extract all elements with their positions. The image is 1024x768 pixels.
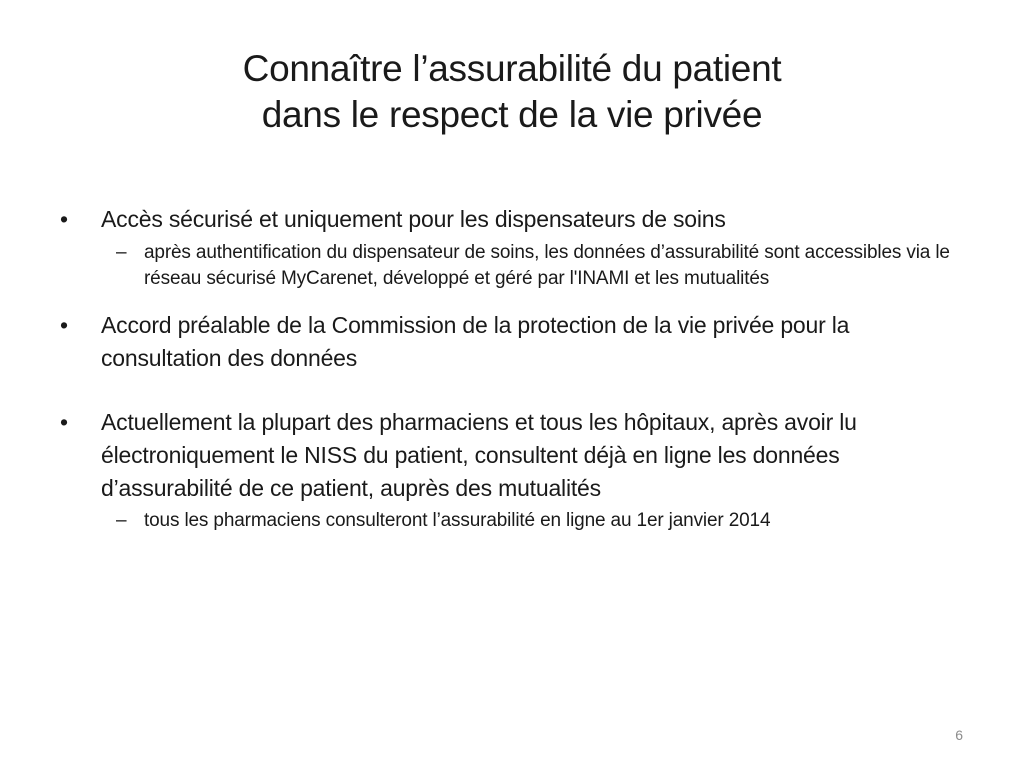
sub-bullet-marker: – <box>116 510 127 531</box>
bullet-item <box>60 203 970 236</box>
bullet-text: Accès sécurisé et uniquement pour les dispensateurs de soins <box>101 206 726 232</box>
sub-bullet-item <box>60 508 970 534</box>
bullet-item <box>60 309 970 375</box>
bullet-item <box>60 406 970 505</box>
slide-body <box>60 203 970 534</box>
bullet-marker: • <box>60 206 68 232</box>
sub-bullet-text: tous les pharmaciens consulteront l’assurabilité en ligne au 1er janvier 2014 <box>144 510 771 531</box>
slide-title-line-2: dans le respect de la vie privée <box>261 94 763 135</box>
bullet-text: Accord préalable de la Commission de la protection de la vie privée pour la consultation des données <box>101 312 850 371</box>
bullet-marker: • <box>60 409 68 435</box>
slide-title <box>0 46 1024 138</box>
slide-title-line-1: Connaître l’assurabilité du patient <box>242 48 782 89</box>
bullet-marker: • <box>60 312 68 338</box>
page-number: 6 <box>955 727 963 743</box>
sub-bullet-text: après authentification du dispensateur de soins, les données d’assurabilité sont accessibles via le réseau sécurisé MyCarenet, développé et géré par l'INAMI et les mutualités <box>144 242 950 289</box>
sub-bullet-marker: – <box>116 242 127 263</box>
sub-bullet-item <box>60 240 970 292</box>
bullet-text: Actuellement la plupart des pharmaciens et tous les hôpitaux, après avoir lu électroniquement le NISS du patient, consultent déjà en ligne les données d’assurabilité de ce patient, auprès des mutualités <box>101 409 857 501</box>
